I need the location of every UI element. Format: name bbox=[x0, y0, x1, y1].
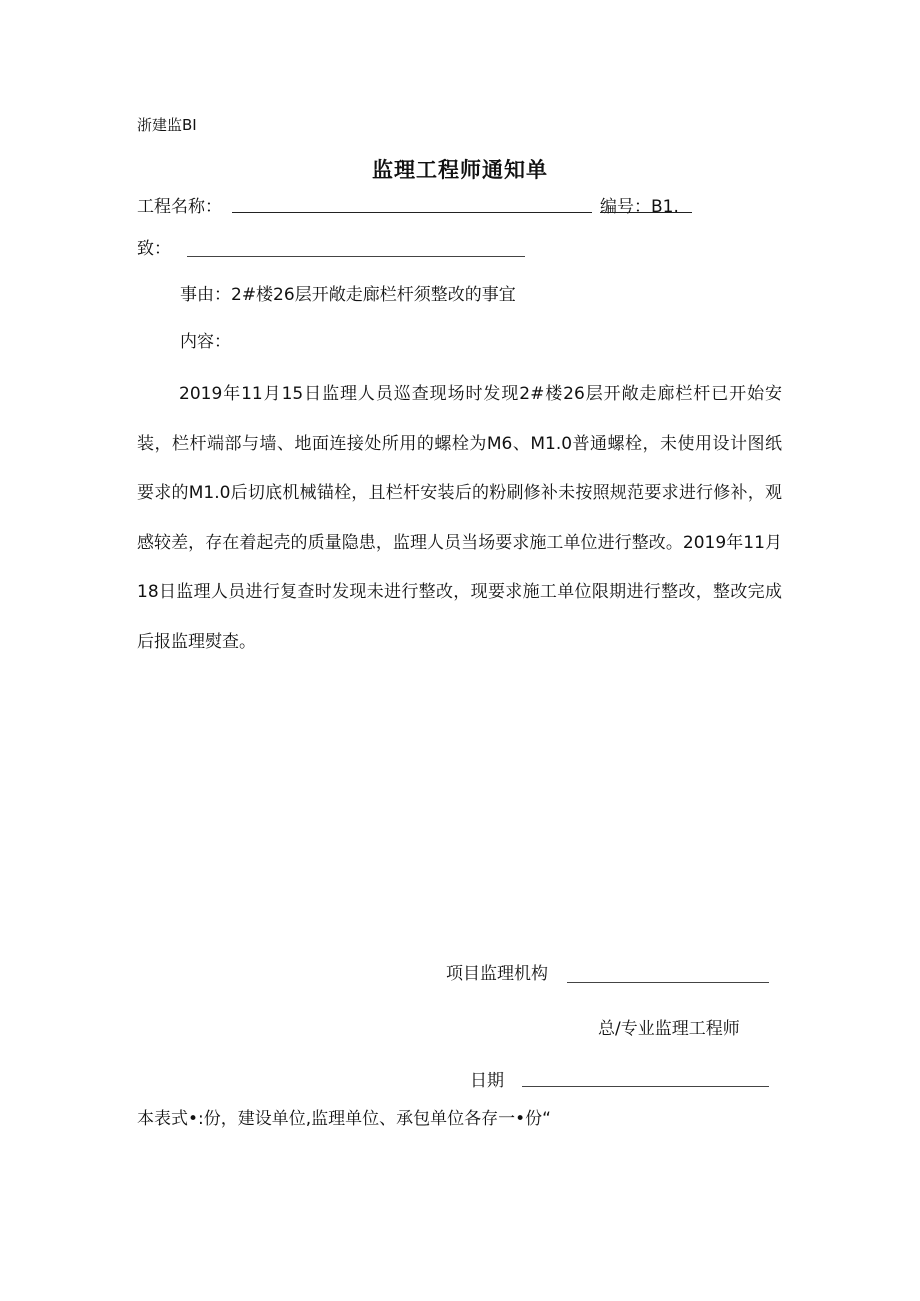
subject-line: 事由：2#楼26层开敞走廊栏杆须整改的事宜 bbox=[180, 285, 516, 305]
recipient-field[interactable] bbox=[187, 256, 525, 257]
number-underline bbox=[600, 212, 692, 213]
date-label: 日期 bbox=[470, 1071, 504, 1091]
project-name-field[interactable] bbox=[232, 212, 592, 213]
number-label: 编号：B1. bbox=[600, 197, 679, 217]
supervision-org-field[interactable] bbox=[567, 982, 769, 983]
footer-note: 本表式•:份，建设单位,监理单位、承包单位各存一•份“ bbox=[137, 1109, 551, 1129]
content-label: 内容： bbox=[180, 332, 231, 352]
document-title: 监理工程师通知单 bbox=[372, 158, 548, 182]
project-name-label: 工程名称： bbox=[137, 197, 222, 217]
date-field[interactable] bbox=[522, 1086, 769, 1087]
engineer-label: 总/专业监理工程师 bbox=[598, 1019, 740, 1039]
recipient-label: 致： bbox=[137, 239, 171, 259]
form-code: 浙建监BI bbox=[137, 116, 197, 134]
supervision-org-label: 项目监理机构 bbox=[446, 964, 548, 984]
notice-body: 2019年11月15日监理人员巡查现场时发现2#楼26层开敞走廊栏杆已开始安装，栏杆端部与墙、地面连接处所用的螺栓为M6、M1.0普通螺栓，未使用设计图纸要求的M1.0后切底机械锚栓，且栏杆安装后的粉刷修补未按照规范要求进行修补，观感较差，存在着起壳的质量隐患，监理人员当场要求施工单位进行整改。2019年11月18日监理人员进行复查时发现未进行整改，现要求施工单位限期进行整改，整改完成后报监理熨查。 bbox=[137, 384, 782, 652]
